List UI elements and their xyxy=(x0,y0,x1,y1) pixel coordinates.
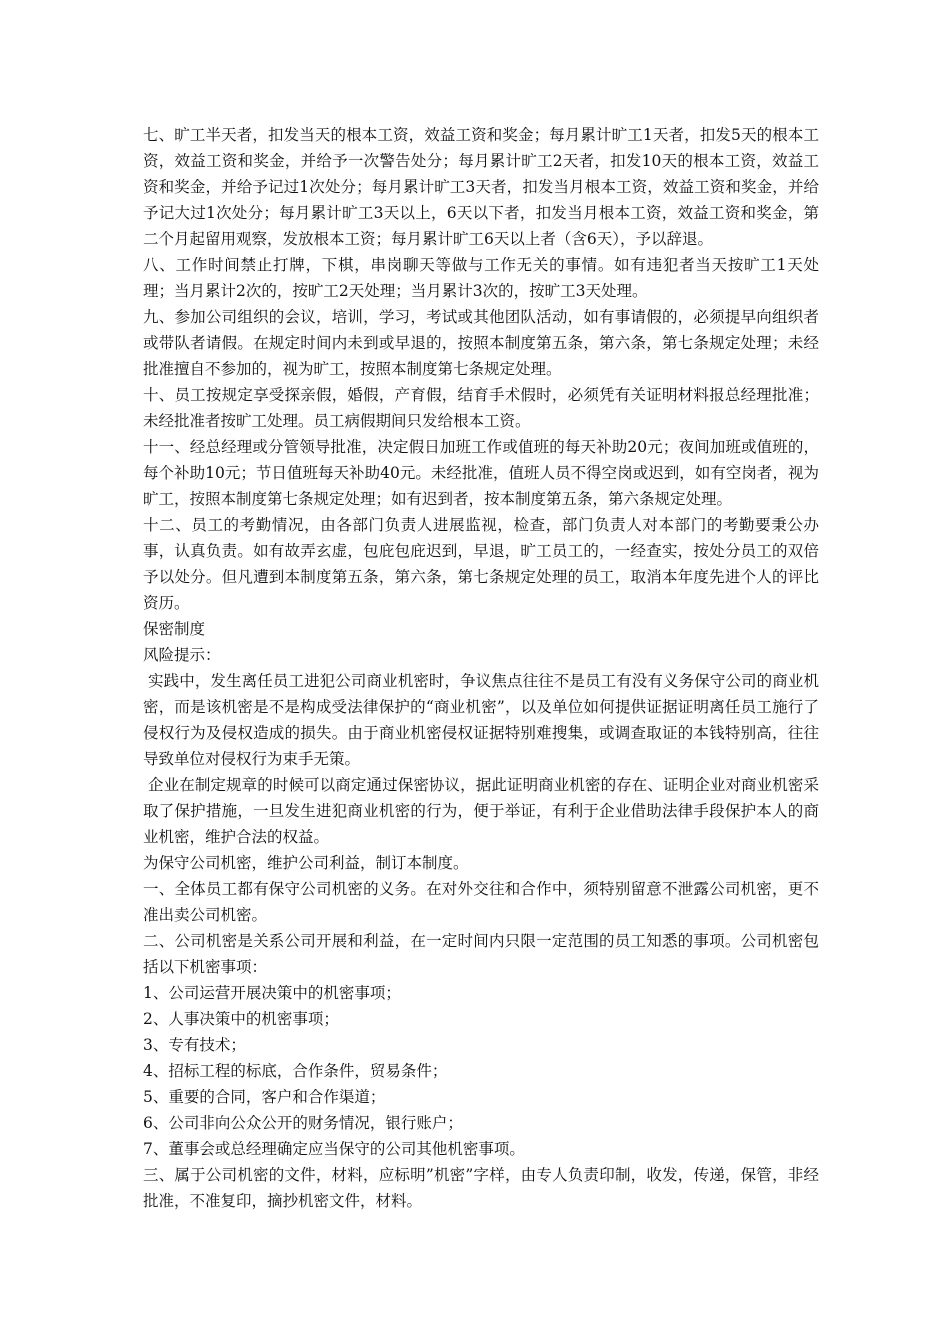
confidentiality-clause-2: 二、公司机密是关系公司开展和利益，在一定时间内只限一定范围的员工知悉的事项。公司机密包括以下机密事项： xyxy=(143,932,819,976)
purpose-paragraph: 为保守公司机密，维护公司利益，制订本制度。 xyxy=(143,854,469,872)
clause-11-paragraph: 十一、经总经理或分管领导批准，决定假日加班工作或值班的每天补助20元；夜间加班或值班的，每个补助10元；节日值班每天补助40元。未经批准，值班人员不得空岗或迟到，如有空岗者，视为旷工，按照本制度第七条规定处理；如有迟到者，按本制度第五条，第六条规定处理。 xyxy=(143,438,819,508)
risk-notice-paragraph-2: 企业在制定规章的时候可以商定通过保密协议，据此证明商业机密的存在、证明企业对商业机密采取了保护措施，一旦发生进犯商业机密的行为，便于举证，有利于企业借助法律手段保护本人的商业机密，维护合法的权益。 xyxy=(143,776,819,846)
list-item: 6、公司非向公众公开的财务情况，银行账户； xyxy=(143,1114,463,1132)
clause-8-paragraph: 八、工作时间禁止打牌，下棋，串岗聊天等做与工作无关的事情。如有违犯者当天按旷工1天处理；当月累计2次的，按旷工2天处理；当月累计3次的，按旷工3天处理。 xyxy=(143,256,819,300)
clause-10-paragraph: 十、员工按规定享受探亲假，婚假，产育假，结育手术假时，必须凭有关证明材料报总经理批准；未经批准者按旷工处理。员工病假期间只发给根本工资。 xyxy=(143,386,819,430)
section-heading-confidentiality: 保密制度 xyxy=(143,620,206,638)
risk-notice-heading: 风险提示： xyxy=(143,646,221,664)
list-item: 5、重要的合同，客户和合作渠道； xyxy=(143,1088,386,1106)
document-page xyxy=(143,122,819,1214)
list-item: 4、招标工程的标底，合作条件，贸易条件； xyxy=(143,1062,448,1080)
confidentiality-clause-1: 一、全体员工都有保守公司机密的义务。在对外交往和合作中，须特别留意不泄露公司机密，更不准出卖公司机密。 xyxy=(143,880,819,924)
clause-9-paragraph: 九、参加公司组织的会议，培训，学习，考试或其他团队活动，如有事请假的，必须提早向组织者或带队者请假。在规定时间内未到或早退的，按照本制度第五条，第六条，第七条规定处理；未经批准擅自不参加的，视为旷工，按照本制度第七条规定处理。 xyxy=(143,308,819,378)
clause-7-paragraph: 七、旷工半天者，扣发当天的根本工资，效益工资和奖金；每月累计旷工1天者，扣发5天的根本工资，效益工资和奖金，并给予一次警告处分；每月累计旷工2天者，扣发10天的根本工资，效益工资和奖金，并给予记过1次处分；每月累计旷工3天者，扣发当月根本工资，效益工资和奖金，并给予记大过1次处分；每月累计旷工3天以上，6天以下者，扣发当月根本工资，效益工资和奖金，第二个月起留用观察，发放根本工资；每月累计旷工6天以上者（含6天），予以辞退。 xyxy=(143,126,819,248)
list-item: 2、人事决策中的机密事项； xyxy=(143,1010,339,1028)
list-item: 3、专有技术； xyxy=(143,1036,246,1054)
list-item: 7、董事会或总经理确定应当保守的公司其他机密事项。 xyxy=(143,1140,525,1158)
clause-12-paragraph: 十二、员工的考勤情况，由各部门负责人进展监视，检查，部门负责人对本部门的考勤要秉公办事，认真负责。如有故弄玄虚，包庇包庇迟到，早退，旷工员工的，一经查实，按处分员工的双倍予以处分。但凡遭到本制度第五条，第六条，第七条规定处理的员工，取消本年度先进个人的评比资历。 xyxy=(143,516,819,612)
risk-notice-paragraph-1: 实践中，发生离任员工进犯公司商业机密时，争议焦点往往不是员工有没有义务保守公司的商业机密，而是该机密是不是构成受法律保护的“商业机密”，以及单位如何提供证据证明离任员工施行了侵权行为及侵权造成的损失。由于商业机密侵权证据特别难搜集，或调查取证的本钱特别高，往往导致单位对侵权行为束手无策。 xyxy=(143,672,819,768)
confidentiality-clause-3: 三、属于公司机密的文件，材料，应标明”机密”字样，由专人负责印制，收发，传递，保管，非经批准，不准复印，摘抄机密文件，材料。 xyxy=(143,1166,819,1210)
list-item: 1、公司运营开展决策中的机密事项； xyxy=(143,984,401,1002)
